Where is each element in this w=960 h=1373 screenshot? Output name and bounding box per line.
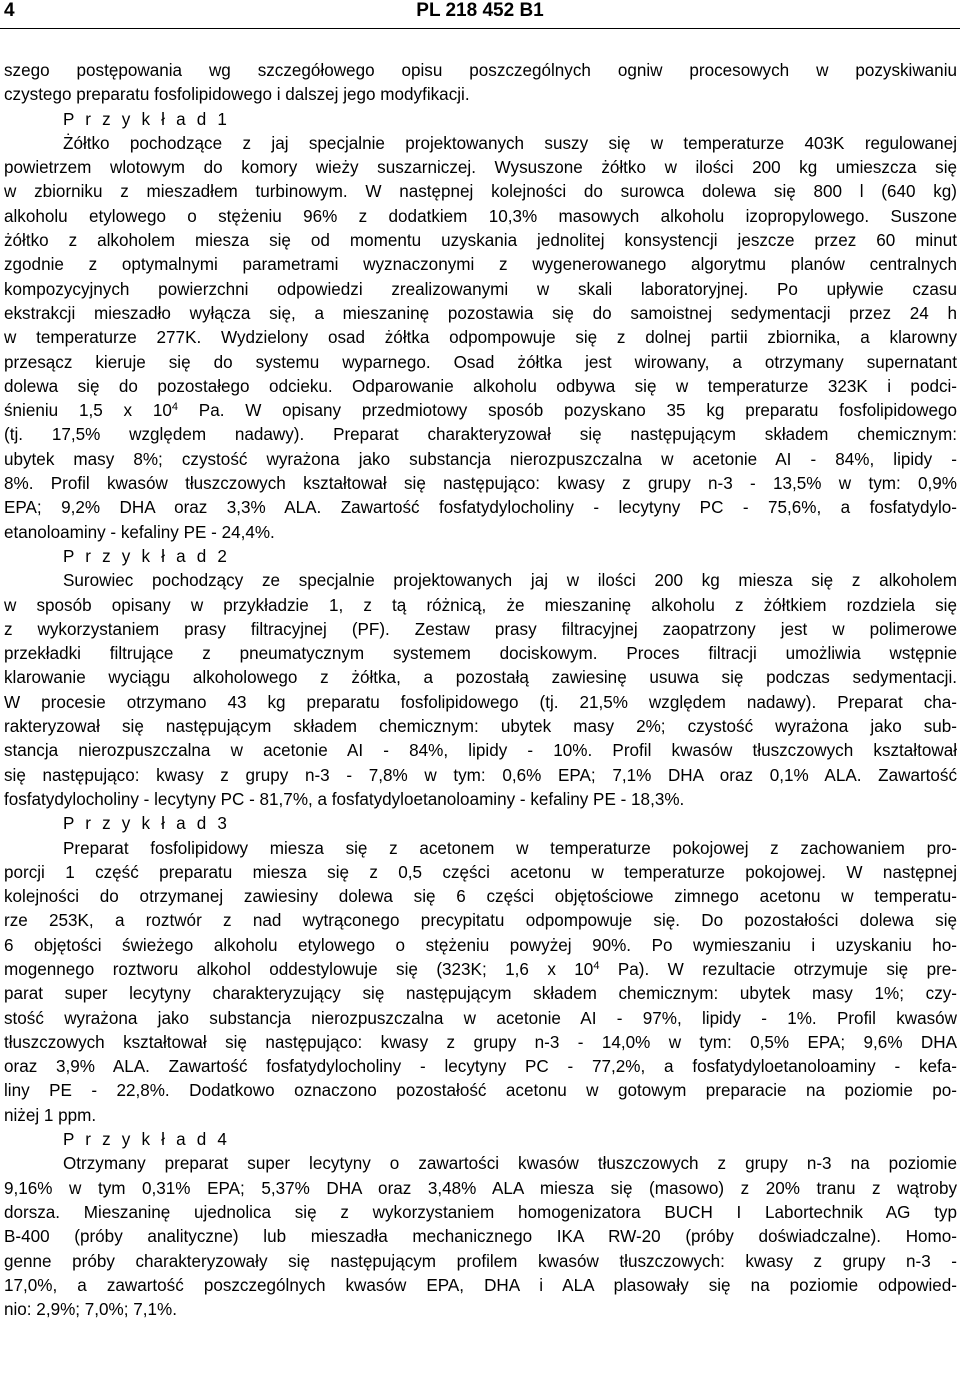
line-text: stancja nierozpuszczalna w acetonie AI - 84%, lipidy - 10%. Profil kwasów tłuszczowych kształtował [4,741,957,761]
line-text: EPA; 9,2% DHA oraz 3,3% ALA. Zawartość fosfatydylocholiny - lecytyny PC - 75,6%, a fosfatydylo- [4,498,957,518]
line-text: fosfatydylocholiny - lecytyny PC - 81,7%, a fosfatydyloetanoloaminy - kefaliny PE - 18,3%. [4,789,685,809]
line-text: dorsza. Mieszaninę ujednolica się z wykorzystaniem homogenizatora BUCH I Labortechnik AG typ [4,1202,957,1222]
text-line [4,666,957,690]
text-line [4,1225,957,1249]
line-text: z wykorzystaniem prasy filtracyjnej (PF). Zestaw prasy filtracyjnej zaopatrzony jest w polimerowe [4,619,957,639]
line-text: rakteryzował się następującym składem chemicznym: ubytek masy 2%; czystość wyrażona jako sub- [4,717,957,737]
text-line [4,909,957,933]
example-heading [4,812,957,836]
line-text-tail: Pa). W rezultacie otrzymuje się pre- [599,959,957,979]
example-heading [4,545,957,569]
text-line [4,958,957,982]
line-text: przesącz kieruje się do systemu wyparnego. Osad żółtka jest wirowany, a otrzymany supernatant [4,352,957,372]
line-text: P r z y k ł a d 3 [63,814,231,834]
example-heading [4,1128,957,1152]
text-line [4,739,957,763]
text-line [4,180,957,204]
text-line [4,1031,957,1055]
line-text: alkoholu etylowego o stężeniu 96% z dodatkiem 10,3% masowych alkoholu izopropylowego. Suszone [4,206,957,226]
text-line [4,1250,957,1274]
text-line [4,496,957,520]
line-text: 6 objętości świeżego alkoholu etylowego o stężeniu powyżej 90%. Po wymieszaniu i uzyskaniu ho- [4,935,957,955]
line-text: ubytek masy 8%; czystość wyrażona jako substancja nierozpuszczalna w acetonie AI - 84%, lipidy - [4,449,957,469]
text-line [4,302,957,326]
example-heading [4,108,957,132]
text-line [4,1274,957,1298]
line-text: tłuszczowych kształtował się następująco: kwasy z grupy n-3 - 14,0% w tym: 0,5% EPA; 9,6% DHA [4,1032,957,1052]
line-text: parat super lecytyny charakteryzujący się następującym składem chemicznym: ubytek masy 1%; czy- [4,984,957,1004]
line-text: zgodnie z optymalnymi parametrami wyznaczonymi z wygenerowanego algorytmu planów centralnych [4,255,957,275]
line-text: w sposób opisany w przykładzie 1, z tą różnicą, że mieszaninę alkoholu z żółtkiem rozdziela się [4,595,957,615]
text-line [4,1152,957,1176]
line-text: powietrzem wlotowym do komory wieży suszarniczej. Wysuszone żółtko w ilości 200 kg umieszcza się [4,158,957,178]
text-line [4,837,957,861]
line-text: oraz 3,9% ALA. Zawartość fosfatydylocholiny - lecytyny PC - 77,2%, a fosfatydyloetanoloaminy - kefa- [4,1057,957,1077]
line-text: nio: 2,9%; 7,0%; 7,1%. [4,1300,177,1320]
page-number: 4 [4,0,15,21]
text-line [4,618,957,642]
line-text: niżej 1 ppm. [4,1105,97,1125]
text-line [4,861,957,885]
line-text: dolewa się do pozostałego odcieku. Odparowanie alkoholu odbywa się w temperaturze 323K i podci- [4,376,957,396]
text-line [4,1055,957,1079]
text-line [4,885,957,909]
text-line [4,472,957,496]
text-line [4,375,957,399]
text-line [4,156,957,180]
line-text: etanoloaminy - kefaliny PE - 24,4%. [4,522,275,542]
text-line [4,229,957,253]
line-text-tail: Pa. W opisany przedmiotowy sposób pozyskano 35 kg preparatu fosfolipidowego [178,401,957,421]
line-text: Żółtko pochodzące z jaj specjalnie projektowanych suszy się w temperaturze 403K regulowanej [63,133,957,153]
line-text: kompozycyjnych powierzchni odpowiedzi zrealizowanymi w skali laboratoryjnej. Po upływie czasu [4,279,957,299]
line-text: czystego preparatu fosfolipidowego i dalszej jego modyfikacji. [4,85,470,105]
text-line [4,326,957,350]
line-text: mogennego roztworu alkohol oddestylowuje się (323K; 1,6 x 10 [4,959,594,979]
line-text: 8%. Profil kwasów tłuszczowych kształtował się następująco: kwasy z grupy n-3 - 13,5% w tym: 0,9% [4,474,957,494]
line-text: P r z y k ł a d 1 [63,109,231,129]
line-text: Preparat fosfolipidowy miesza się z acetonem w temperaturze pokojowej z zachowaniem pro- [63,838,957,858]
exponent: 4 [593,959,600,972]
text-line [4,982,957,1006]
line-text: P r z y k ł a d 2 [63,546,231,566]
text-line [4,594,957,618]
line-text: ekstrakcji mieszadło wyłącza się, a mieszaninę pozostawia się do samoistnej sedymentacji przez 24 h [4,303,957,323]
line-text: W procesie otrzymano 43 kg preparatu fosfolipidowego (tj. 21,5% względem nadawy). Preparat cha- [4,692,957,712]
text-line [4,278,957,302]
text-line [4,448,957,472]
line-text: się następująco: kwasy z grupy n-3 - 7,8% w tym: 0,6% EPA; 7,1% DHA oraz 0,1% ALA. Zawartość [4,765,957,785]
exponent: 4 [171,401,178,414]
text-line [4,1079,957,1103]
text-line [4,1201,957,1225]
line-text: B-400 (próby analityczne) lub mieszadła mechanicznego IKA RW-20 (próby doświadczalne). Homo- [4,1227,957,1247]
line-text: śnieniu 1,5 x 10 [4,401,172,421]
line-text: kolejności do otrzymanej zawiesiny dolewa się 6 części objętościowe zimnego acetonu w temperatu- [4,887,957,907]
text-line [4,1177,957,1201]
line-text: porcji 1 część preparatu miesza się z 0,5 części acetonu w temperaturze pokojowej. W następnej [4,862,957,882]
line-text: przekładki filtrujące z pneumatycznym systemem dociskowym. Proces filtracji umożliwia wstępnie [4,644,957,664]
line-text: 17,0%, a zawartość poszczególnych kwasów EPA, DHA i ALA plasowały się na poziomie odpowied- [4,1275,957,1295]
text-line [4,1298,957,1322]
line-text: klarowanie wyciągu alkoholowego z żółtka, a pozostałą zawiesinę usuwa się podczas sedymentacji. [4,668,957,688]
line-text: (tj. 17,5% względem nadawy). Preparat charakteryzował się następującym składem chemicznym: [4,425,957,445]
line-text: genne próby charakteryzowały się następującym profilem kwasów tłuszczowych: kwasy z grupy n-3 - [4,1251,957,1271]
line-text: w zbiorniku z mieszadłem turbinowym. W następnej kolejności do surowca dolewa się 800 l (640 kg) [4,182,957,202]
text-line [4,1104,957,1128]
line-text: w temperaturze 277K. Wydzielony osad żółtka odpompowuje się z dolnej partii zbiornika, a klarowny [4,328,957,348]
text-line [4,521,957,545]
text-line [4,691,957,715]
text-line [4,253,957,277]
text-line [4,399,957,423]
text-line [4,205,957,229]
text-line [4,788,957,812]
line-text: liny PE - 22,8%. Dodatkowo oznaczono pozostałość acetonu w gotowym preparacie na poziomie po- [4,1081,957,1101]
line-text: 9,16% w tym 0,31% EPA; 5,37% DHA oraz 3,48% ALA miesza się (masowo) z 20% tranu z wątroby [4,1178,957,1198]
patent-number: PL 218 452 B1 [416,0,544,21]
text-line [4,715,957,739]
document-body [4,59,957,1322]
text-line [4,934,957,958]
header-rule [0,28,960,29]
line-text: żółtko z alkoholem miesza się od momentu uzyskania jednolitej konsystencji jeszcze przez 60 minut [4,231,957,251]
text-line [4,642,957,666]
line-text: stość wyrażona jako substancja nierozpuszczalna w acetonie AI - 97%, lipidy - 1%. Profil kwasów [4,1008,957,1028]
text-line [4,569,957,593]
page-header [2,0,958,22]
text-line [4,1007,957,1031]
line-text: P r z y k ł a d 4 [63,1130,231,1150]
text-line [4,351,957,375]
line-text: Otrzymany preparat super lecytyny o zawartości kwasów tłuszczowych z grupy n-3 na poziomie [63,1154,957,1174]
line-text: Surowiec pochodzący ze specjalnie projektowanych jaj w ilości 200 kg miesza się z alkoholem [63,571,957,591]
text-line [4,423,957,447]
line-text: szego postępowania wg szczegółowego opisu poszczególnych ogniw procesowych w pozyskiwaniu [4,61,957,80]
line-text: rze 253K, a roztwór z nad wytrąconego precypitatu odpompowuje się. Do pozostałości dolewa się [4,911,957,931]
text-line [4,59,957,83]
text-line [4,83,957,107]
text-line [4,764,957,788]
text-line [4,132,957,156]
